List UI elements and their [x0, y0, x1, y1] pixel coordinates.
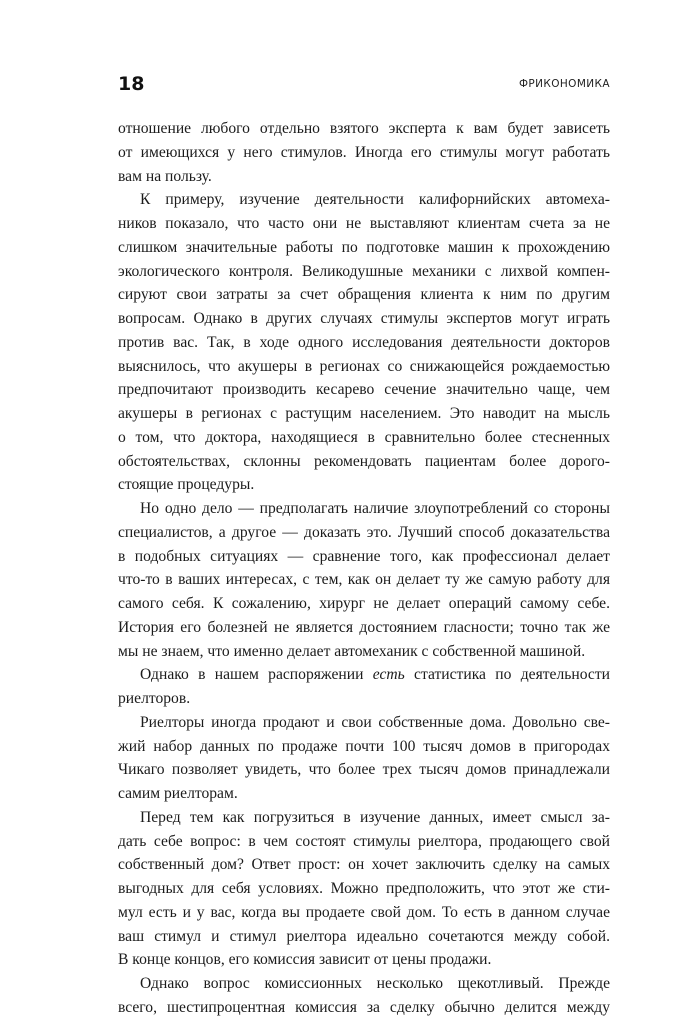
text-line: Риелторы иногда продают и свои собственные дома. Довольно све- — [140, 713, 610, 731]
text-line: вам на пользу. — [118, 167, 212, 185]
text-line: Чикаго позволяет увидеть, что более трех тысяч домов принадлежали — [118, 761, 610, 779]
emphasis: есть — [372, 666, 405, 684]
text-line: мул есть и у вас, когда вы продаете свой дом. То есть в данном случае — [118, 903, 610, 921]
paragraph — [118, 497, 610, 663]
text-line: вопросам. Однако в других случаях стимулы экспертов могут играть — [118, 310, 610, 327]
text-line: экологического контроля. Великодушные механики с лихвой компен- — [118, 262, 610, 280]
text-line: ников показало, что часто они не выставляют клиентам счета за не — [118, 215, 610, 232]
text-line: обстоятельствах, склонны рекомендовать пациентам более дорого- — [118, 452, 610, 470]
text-line: стоящие процедуры. — [118, 476, 255, 494]
text-line: Однако вопрос комиссионных несколько щекотливый. Прежде — [140, 975, 610, 992]
body-text — [118, 117, 610, 1020]
text-line: В конце концов, его комиссия зависит от цены продажи. — [118, 951, 492, 969]
paragraph — [118, 188, 610, 497]
text-line: Но одно дело — предполагать наличие злоупотреблений со стороны — [140, 500, 610, 517]
text-line: ваш стимул и стимул риелтора идеально сочетаются между собой. — [118, 927, 610, 945]
text-line: в подобных ситуациях — сравнение того, как профессионал делает — [118, 547, 610, 565]
text-line: что-то в ваших интересах, с тем, как он делает ту же самую работу для — [118, 571, 610, 589]
text-line: акушеры в регионах с растущим населением. Это наводит на мысль — [118, 405, 610, 422]
text-line: К примеру, изучение деятельности калифорнийских автомеха- — [140, 191, 610, 209]
running-title: ФРИКОНОМИКА — [518, 78, 610, 90]
text-line: против вас. Так, в ходе одного исследования деятельности докторов — [118, 333, 610, 351]
text-line: Перед тем как погрузиться в изучение данных, имеет смысл за- — [140, 808, 610, 826]
text-line: всего, шестипроцентная комиссия за сделку обычно делится между — [118, 998, 610, 1016]
text-line: самим риелторам. — [118, 785, 238, 802]
text-line: жий набор данных по продаже почти 100 тысяч домов в пригородах — [118, 737, 610, 755]
paragraph — [118, 663, 610, 711]
text-line: самого себя. К сожалению, хирург не делает операций самому себе. — [118, 595, 610, 612]
text-line: собственный дом? Ответ прост: он хочет заключить сделку на самых — [118, 856, 610, 874]
text-line: предпочитают производить кесарево сечение значительно чаще, чем — [118, 381, 610, 399]
text-line: риелторов. — [118, 690, 191, 707]
text-line: от имеющихся у него стимулов. Иногда его стимулы могут работать — [118, 143, 610, 161]
page-number: 18 — [118, 73, 145, 95]
text-line: История его болезней не является достоянием гласности; точно так же — [118, 618, 610, 636]
page-header — [118, 72, 610, 96]
paragraph — [118, 806, 610, 972]
paragraph — [118, 711, 610, 806]
text-line: дать себе вопрос: в чем состоят стимулы риелтора, продающего свой — [118, 832, 610, 850]
paragraph — [118, 117, 610, 188]
text-line: специалистов, а другое — доказать это. Лучший способ доказательства — [118, 523, 610, 541]
text-line: Однако в нашем распоряжении есть статистика по деятельности — [140, 666, 610, 684]
text-line: выгодных для себя условиях. Можно предположить, что этот же сти- — [118, 880, 610, 897]
text-line: выяснилось, что акушеры в регионах со снижающейся рождаемостью — [118, 357, 610, 375]
text-line: отношение любого отдельно взятого эксперта к вам будет зависеть — [118, 120, 610, 137]
paragraph — [118, 972, 610, 1020]
text-line: мы не знаем, что именно делает автомеханик с собственной машиной. — [118, 642, 586, 660]
text-line: о том, что доктора, находящиеся в сравнительно более стесненных — [118, 428, 610, 446]
text-line: сируют свои затраты за счет обращения клиента к ним по другим — [118, 286, 610, 304]
text-line: слишком значительные работы по подготовке машин к прохождению — [118, 238, 610, 256]
